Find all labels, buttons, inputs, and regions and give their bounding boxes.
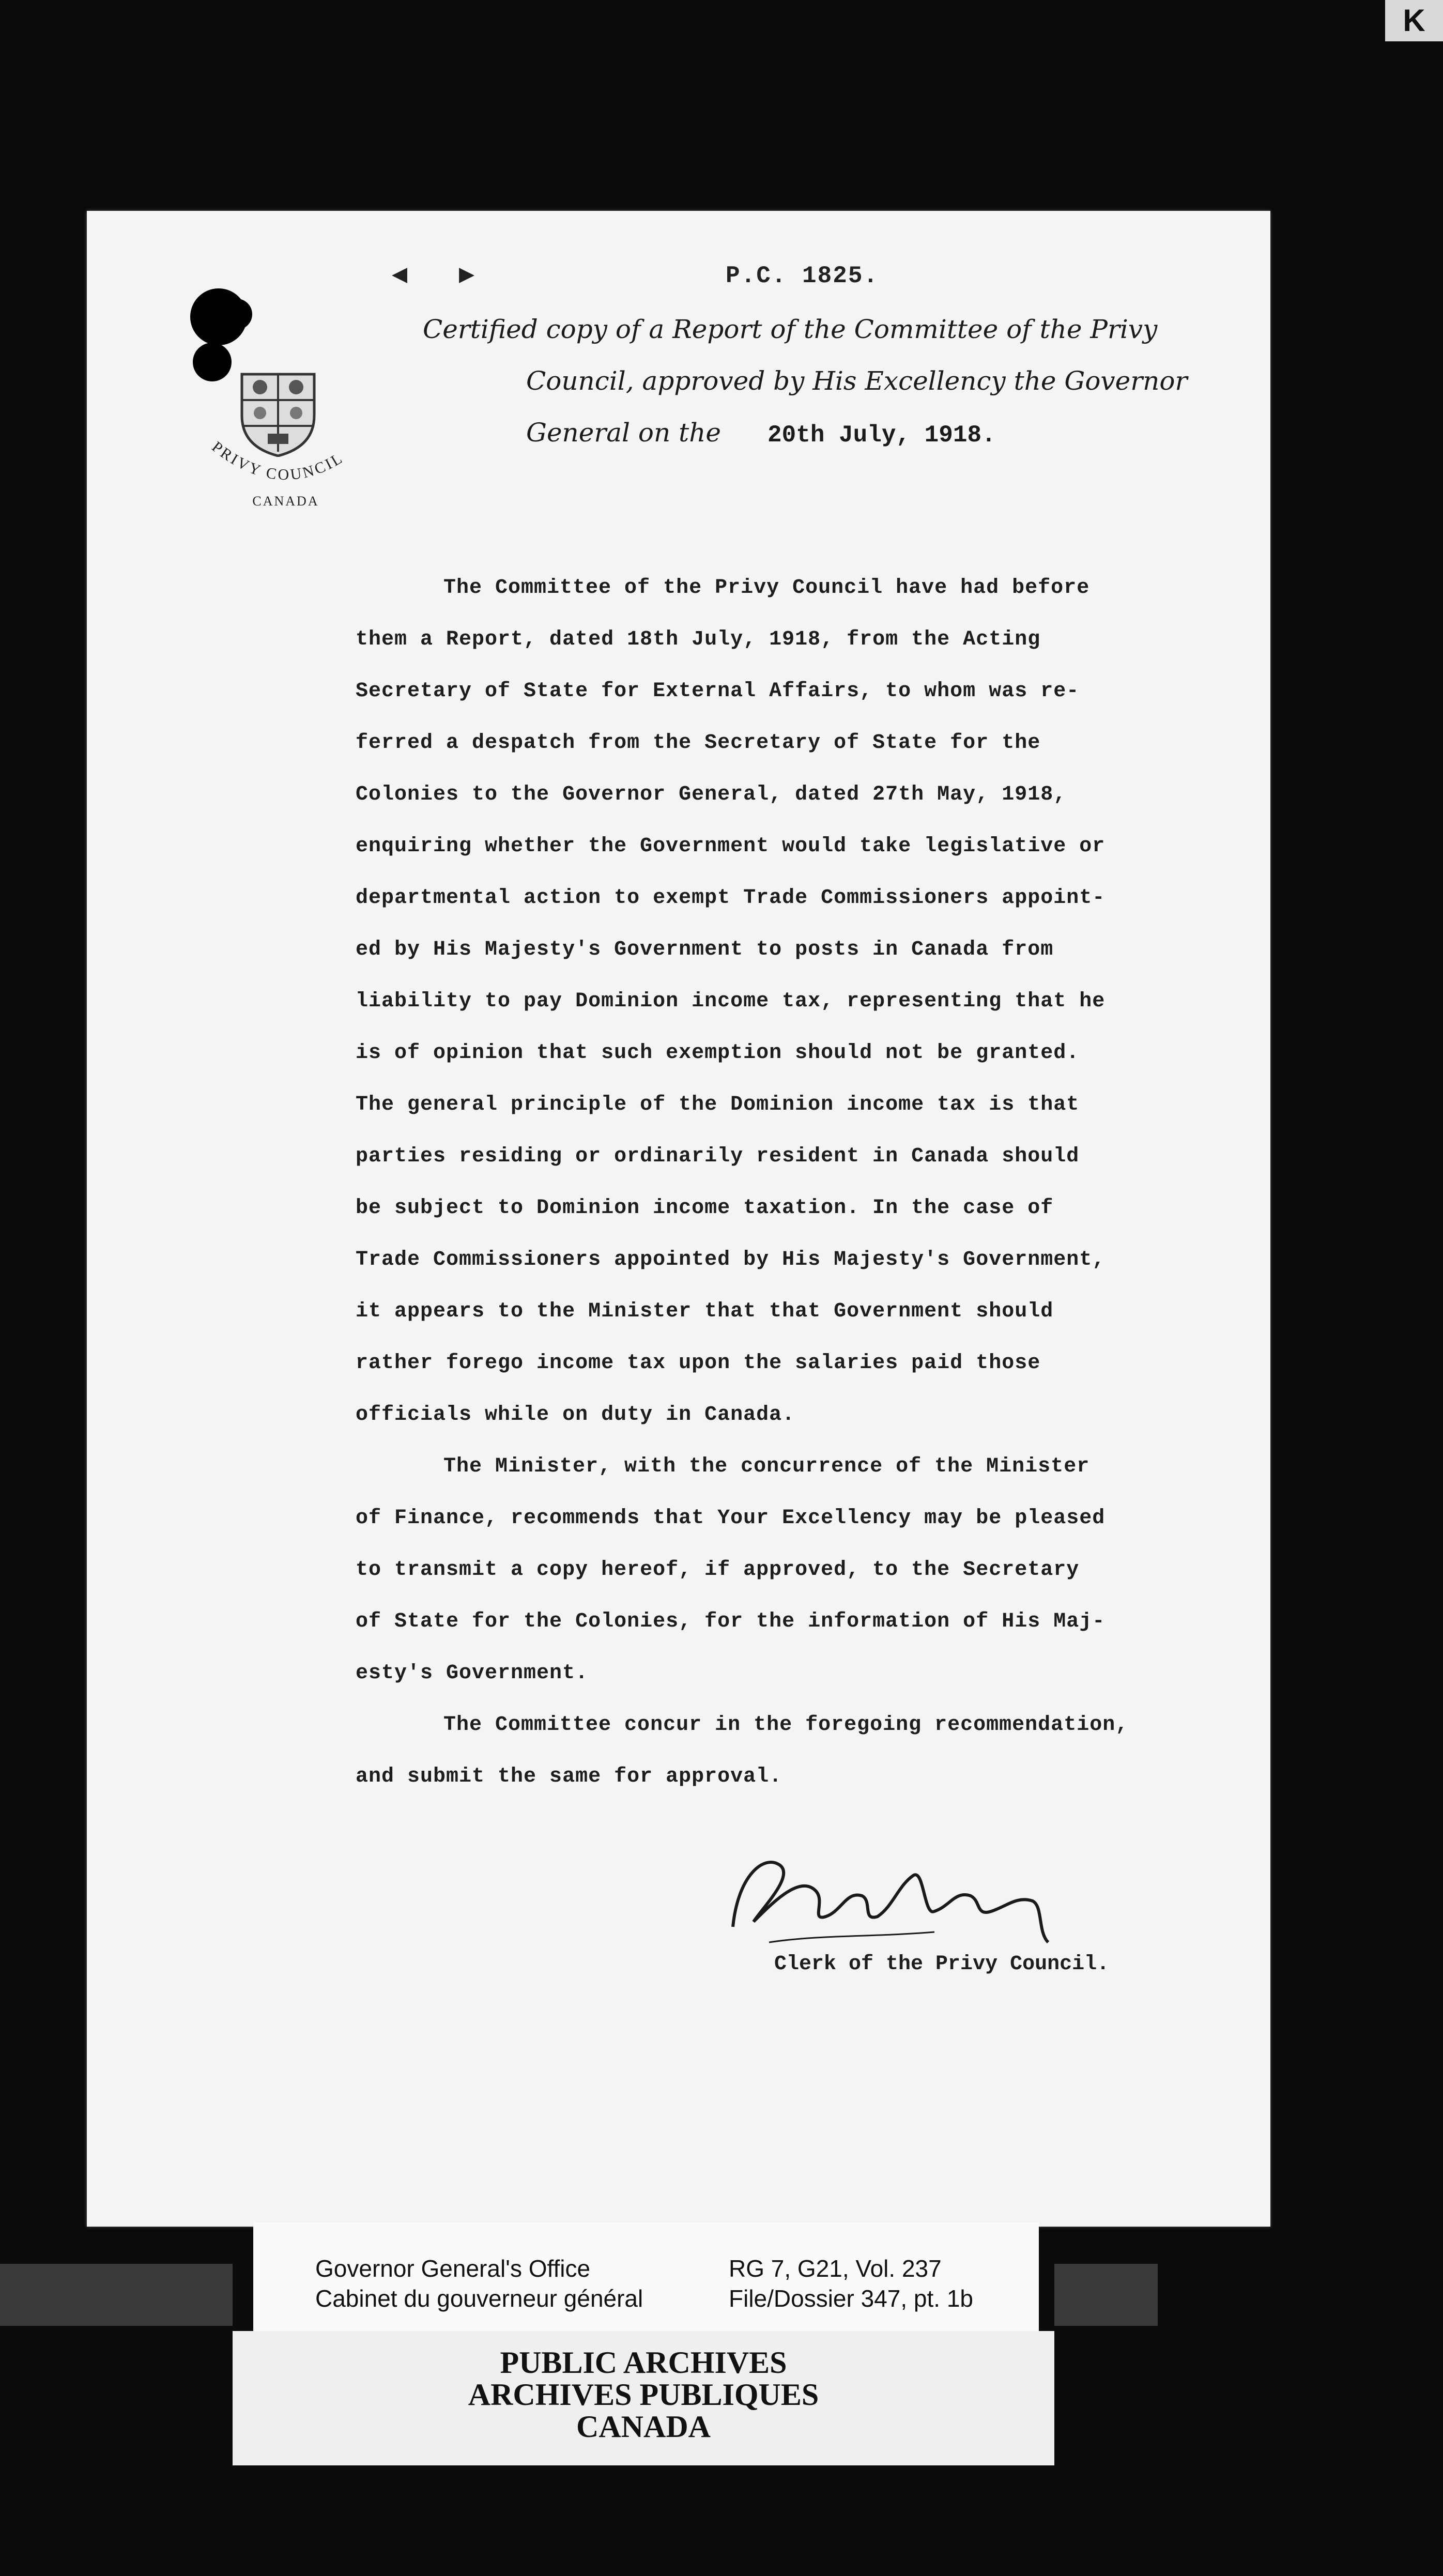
film-edge <box>1054 2264 1158 2326</box>
document-page <box>87 211 1270 2227</box>
svg-text:CANADA: CANADA <box>252 494 319 509</box>
punch-hole <box>221 299 252 330</box>
signature-image <box>717 1844 1058 1958</box>
office-name: Governor General's Office Cabinet du gouverneur général <box>315 2255 643 2312</box>
right-arrow-icon: ▶ <box>459 261 475 290</box>
paragraph-concurrence: The Committee concur in the foregoing recommendation, and submit the same for approval. <box>356 1713 1129 1788</box>
archives-stamp: PUBLIC ARCHIVES ARCHIVES PUBLIQUES CANADA <box>233 2331 1054 2465</box>
paragraph-recommendation: The Minister, with the concurrence of the Minister of Finance, recommends that Your Excellency may be pleased to transmit a copy hereof, if approved, to the Secretary of State for the Colonies, for the information of His Maj- esty's Government. <box>356 1455 1106 1685</box>
corner-mark: K <box>1385 0 1443 41</box>
left-arrow-icon: ◀ <box>392 261 408 290</box>
certification-line-2: Council, approved by His Excellency the Governor <box>526 366 1188 396</box>
file-reference: RG 7, G21, Vol. 237 File/Dossier 347, pt. 1b <box>729 2255 974 2312</box>
clerk-title: Clerk of the Privy Council. <box>774 1953 1110 1976</box>
report-body <box>356 562 1265 1803</box>
svg-text:PRIVY COUNCIL: PRIVY COUNCIL <box>208 438 347 484</box>
archive-label <box>253 2222 1039 2341</box>
pc-number: P.C. 1825. <box>726 263 879 289</box>
film-edge <box>0 2264 233 2326</box>
seal-text <box>201 438 371 511</box>
certification-line-1: Certified copy of a Report of the Committee of the Privy <box>423 314 1158 344</box>
certification-line-3: General on the 20th July, 1918. <box>526 418 996 449</box>
approval-date: 20th July, 1918. <box>767 422 996 449</box>
punch-hole <box>193 343 232 381</box>
paragraph-report: The Committee of the Privy Council have had before them a Report, dated 18th July, 1918, from the Acting Secretary of State for External Affairs, to whom was re- ferred a despatch from the Secretary of State for the Colonies to the Governor General, dated 27th May, 1918, enquiring whether the Government would take legislative or departmental action to exempt Trade Commissioners appoint- ed by His Majesty's Government to posts in Canada from liability to pay Dominion income tax, representing that he is of opinion that such exemption should not be granted. The general principle of the Dominion income tax is that parties residing or ordinarily resident in Canada should be subject to Dominion income taxation. In the case of Trade Commissioners appointed by His Majesty's Government, it appears to the Minister that that Government should rather forego income tax upon the salaries paid those officials while on duty in Canada. <box>356 576 1106 1427</box>
